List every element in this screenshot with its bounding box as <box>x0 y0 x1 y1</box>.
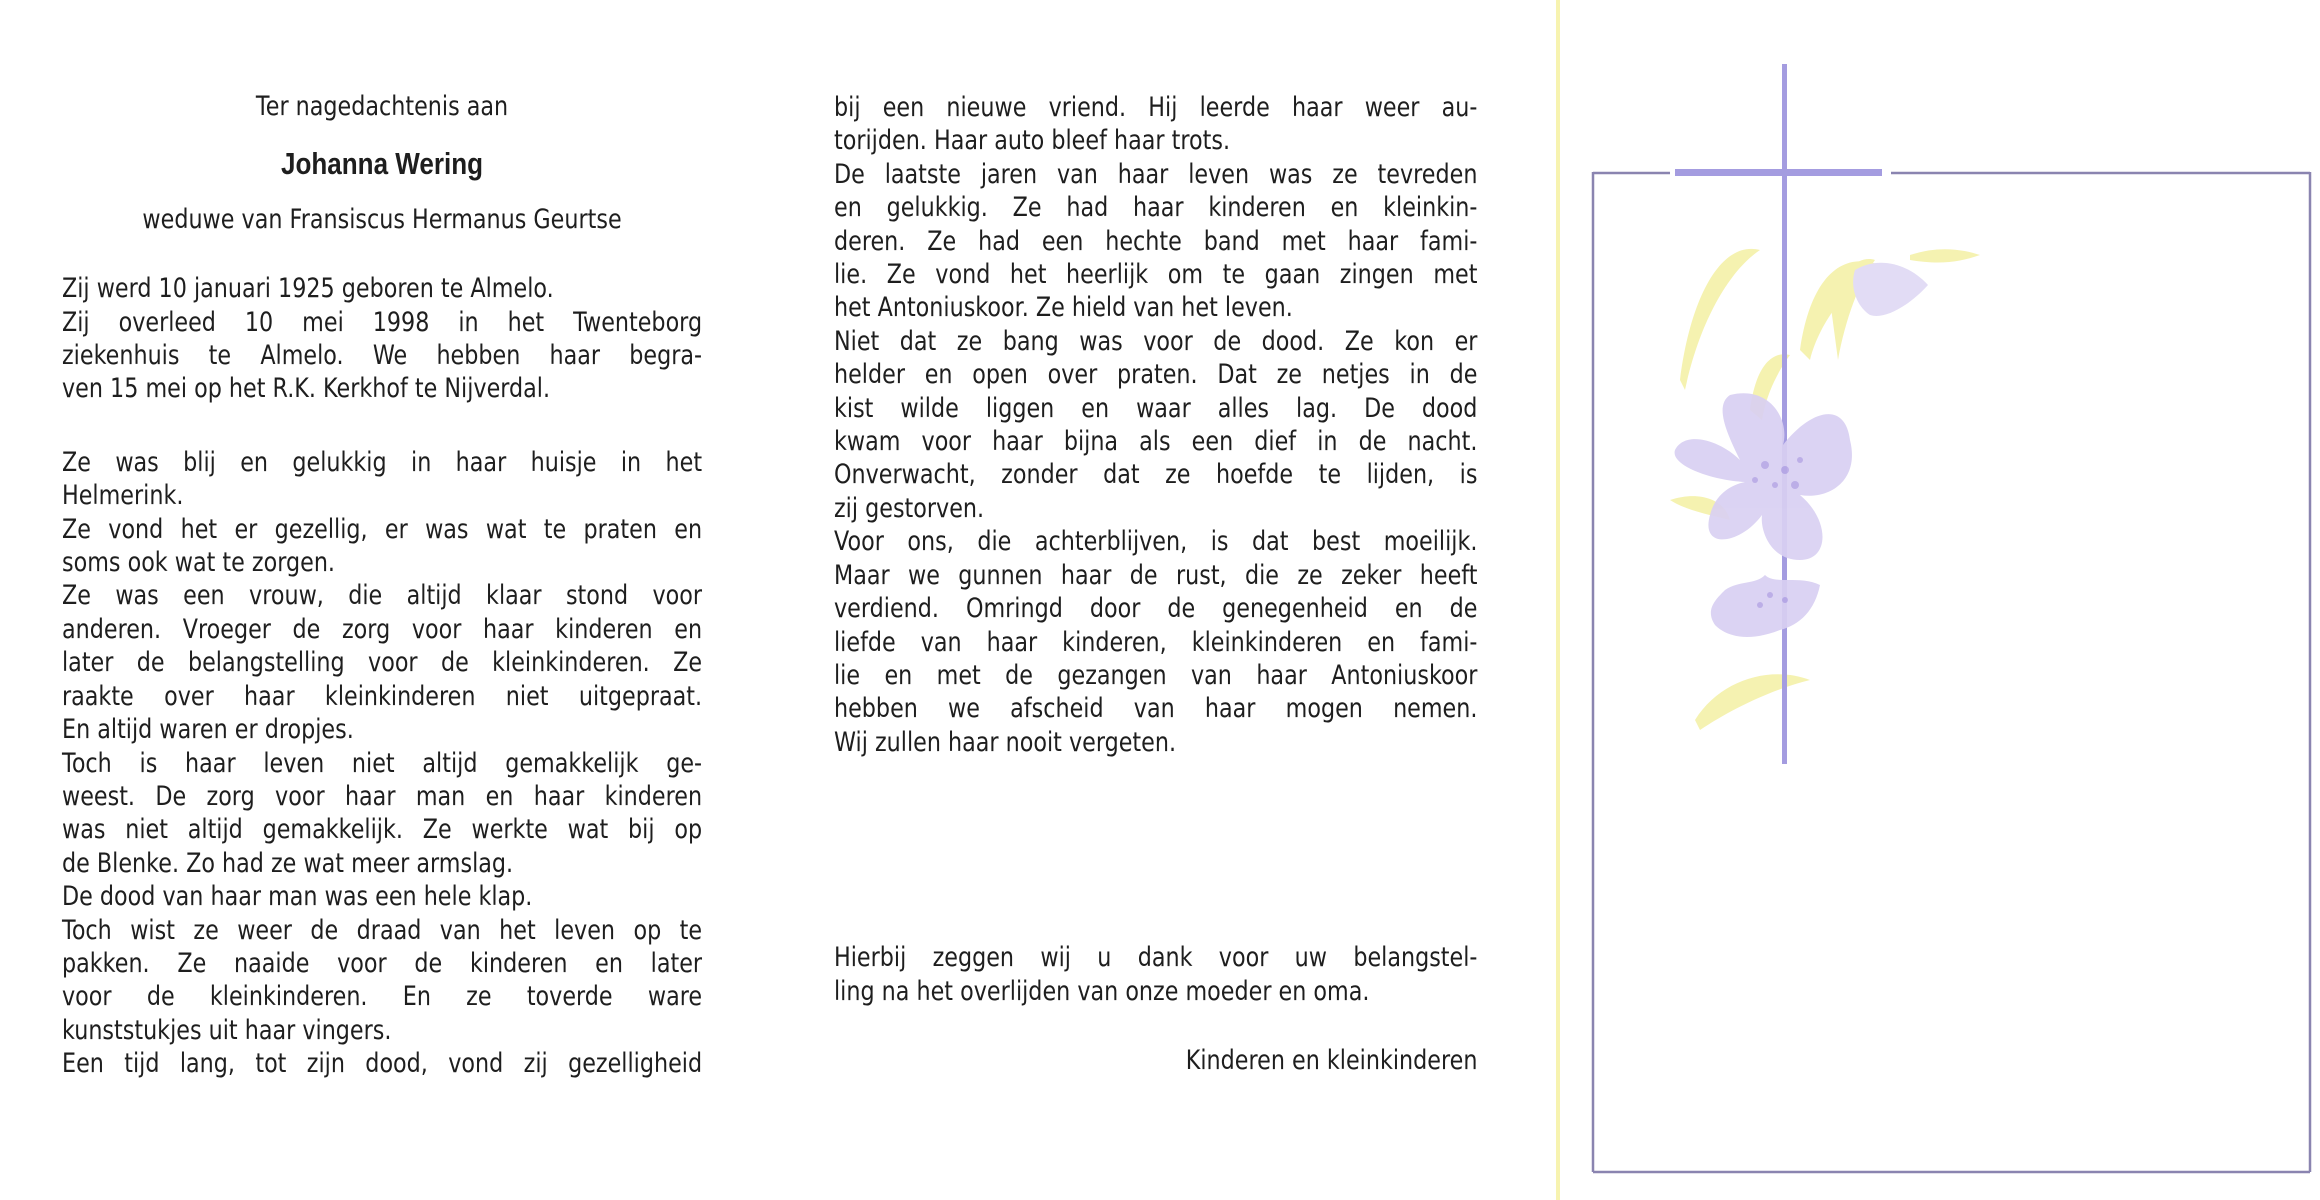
text-line: liefde van haar kinderen, kleinkinderen en fami- <box>834 626 1478 658</box>
text-line: de Blenke. Zo had ze wat meer armslag. <box>62 847 514 879</box>
text-line: Een tijd lang, tot zijn dood, vond zij gezelligheid <box>62 1048 703 1080</box>
text-line: kwam voor haar bijna als een dief in de nacht. <box>834 426 1478 458</box>
text-line: Ze was een vrouw, die altijd klaar stond voor <box>62 580 703 612</box>
paragraph <box>62 1047 702 1080</box>
text-line: Maar we gunnen haar de rust, die ze zeker heeft <box>834 559 1478 591</box>
text-line: ling na het overlijden van onze moeder en oma. <box>834 975 1370 1007</box>
text-line: lie en met de gezangen van haar Antoniuskoor <box>834 659 1478 691</box>
text-line: Zij overleed 10 mei 1998 in het Twenteborg <box>62 306 703 338</box>
text-line: raakte over haar kleinkinderen niet uitgepraat. <box>62 680 703 712</box>
paragraph <box>62 747 702 881</box>
memorial-intro: Ter nagedachtenis aan <box>255 91 509 122</box>
paragraph <box>62 272 702 305</box>
text-line: pakken. Ze naaide voor de kinderen en later <box>62 947 703 979</box>
text-line: En altijd waren er dropjes. <box>62 714 354 746</box>
paragraph <box>62 513 702 580</box>
cross-horizontal <box>1675 169 1882 176</box>
biography-block-2 <box>62 446 702 1081</box>
paragraph <box>62 446 702 513</box>
text-line: Voor ons, die achterblijven, is dat best moeilijk. <box>834 526 1478 558</box>
biography-block-3 <box>834 91 1477 759</box>
biography-block-1 <box>62 272 702 406</box>
text-line: was niet altijd gemakkelijk. Ze werkte wat bij op <box>62 814 703 846</box>
text-line: later de belangstelling voor de kleinkinderen. Ze <box>62 647 703 679</box>
paragraph <box>62 880 702 913</box>
text-line: weest. De zorg voor haar man en haar kinderen <box>62 780 703 812</box>
paragraph <box>62 306 702 406</box>
text-line: Wij zullen haar nooit vergeten. <box>834 726 1177 758</box>
widow-of: weduwe van Fransiscus Hermanus Geurtse <box>142 203 622 235</box>
text-line: hebben we afscheid van haar mogen nemen. <box>834 693 1478 725</box>
text-line: kunststukjes uit haar vingers. <box>62 1014 392 1046</box>
fold-line <box>1556 0 1560 1200</box>
text-line: anderen. Vroeger de zorg voor haar kinderen en <box>62 613 703 645</box>
paragraph <box>62 914 702 1048</box>
text-line: bij een nieuwe vriend. Hij leerde haar weer au- <box>834 92 1478 123</box>
text-line: Hierbij zeggen wij u dank voor uw belangstel- <box>834 942 1478 974</box>
text-line: Onverwacht, zonder dat ze hoefde te lijden, is <box>834 459 1478 491</box>
flower-bud <box>1853 263 1928 316</box>
paragraph <box>834 158 1477 325</box>
text-line: Ze vond het er gezellig, er was wat te praten en <box>62 513 703 545</box>
text-line: het Antoniuskoor. Ze hield van het leven. <box>834 292 1293 324</box>
middle-column <box>834 91 1477 1077</box>
text-line: De dood van haar man was een hele klap. <box>62 881 533 913</box>
text-line: Helmerink. <box>62 480 184 512</box>
paragraph <box>834 325 1477 525</box>
text-line: lie. Ze vond het heerlijk om te gaan zingen met <box>834 259 1478 291</box>
paragraph <box>834 91 1477 158</box>
cross-flower-artwork <box>1500 0 2320 1200</box>
text-line: en gelukkig. Ze had haar kinderen en kleinkin- <box>834 192 1478 224</box>
text-line: verdiend. Omringd door de genegenheid en de <box>834 593 1478 625</box>
text-line: soms ook wat te zorgen. <box>62 547 336 579</box>
paragraph <box>834 525 1477 759</box>
text-line: ziekenhuis te Almelo. We hebben haar begra- <box>62 340 703 372</box>
deceased-name: Johanna Wering <box>280 146 484 182</box>
text-line: torijden. Haar auto bleef haar trots. <box>834 125 1231 157</box>
text-line: ven 15 mei op het R.K. Kerkhof te Nijverdal. <box>62 373 551 405</box>
flower-large <box>1675 393 1852 560</box>
text-line: voor de kleinkinderen. En ze toverde ware <box>62 981 703 1013</box>
text-line: kist wilde liggen en waar alles lag. De dood <box>834 392 1478 424</box>
text-line: deren. Ze had een hechte band met haar fami- <box>834 225 1478 257</box>
left-column <box>62 90 702 1081</box>
text-line: Toch wist ze weer de draad van het leven op te <box>62 914 703 946</box>
text-line: Niet dat ze bang was voor de dood. Ze kon er <box>834 325 1478 357</box>
flower-small <box>1711 575 1820 637</box>
text-line: Toch is haar leven niet altijd gemakkelijk ge- <box>62 747 703 779</box>
thanks-text <box>834 941 1477 1008</box>
text-line: helder en open over praten. Dat ze netjes in de <box>834 359 1478 391</box>
text-line: Ze was blij en gelukkig in haar huisje in het <box>62 446 703 478</box>
text-line: De laatste jaren van haar leven was ze tevreden <box>834 158 1478 190</box>
text-line: zij gestorven. <box>834 492 985 524</box>
text-line: Zij werd 10 januari 1925 geboren te Almelo. <box>62 273 554 305</box>
signature: Kinderen en kleinkinderen <box>1185 1044 1478 1076</box>
paragraph <box>62 579 702 746</box>
